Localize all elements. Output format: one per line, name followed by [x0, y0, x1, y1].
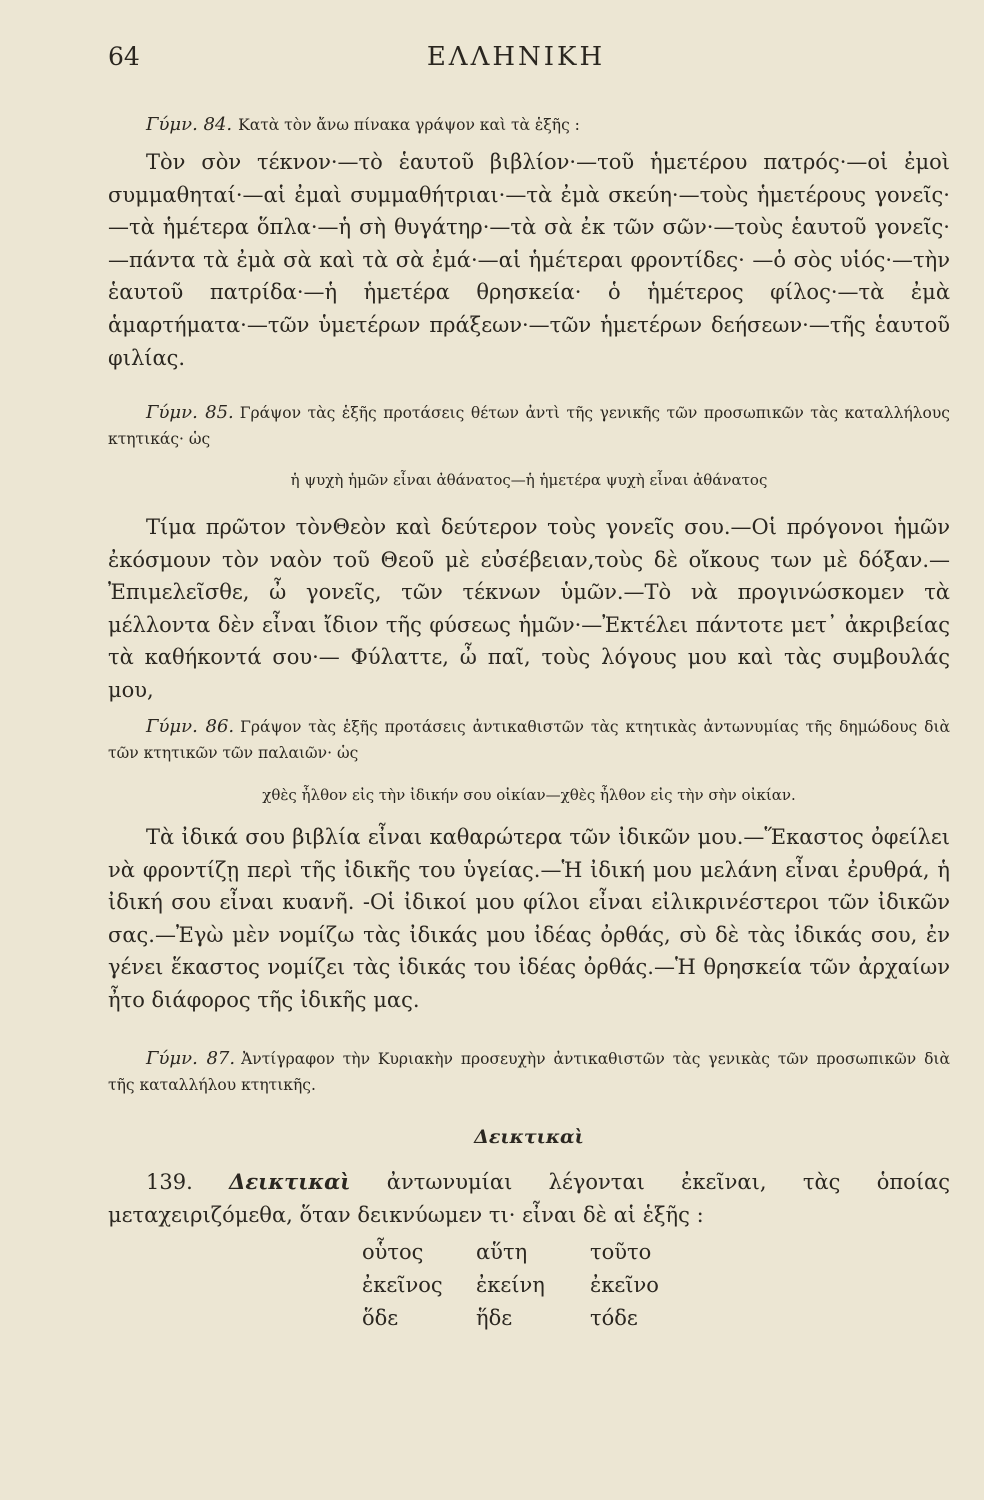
demonstrative-pronoun-table: [362, 1240, 704, 1339]
table-cell: τόδε: [590, 1306, 638, 1330]
running-title: ΕΛΛΗΝΙΚΗ: [426, 42, 606, 72]
table-cell: ἥδε: [476, 1306, 513, 1330]
table-cell: ἐκεῖνο: [590, 1273, 659, 1297]
page-header: [108, 42, 924, 82]
paragraph-term: Δεικτικαὶ: [229, 1169, 351, 1194]
table-row: [362, 1240, 704, 1273]
paragraph-text: ἀντωνυμίαι λέγονται ἐκεῖναι, τὰς ὁποίας μεταχειριζόμεθα, ὅταν δεικνύωμεν τι· εἶναι δὲ αἱ ἑξῆς :: [108, 1170, 950, 1227]
table-cell: ἐκείνη: [476, 1273, 545, 1297]
table-row: [362, 1273, 704, 1306]
page-number: 64: [108, 42, 140, 71]
table-cell: τοῦτο: [590, 1240, 652, 1264]
table-row: [362, 1306, 704, 1339]
paragraph-139: [108, 1166, 950, 1231]
exercise-84-instruction: Γύμν. 84. Κατὰ τὸν ἄνω πίνακα γράψον καὶ τὰ ἑξῆς :: [146, 114, 580, 135]
exercise-85-text: Τίμα πρῶτον τὸνΘεὸν καὶ δεύτερον τοὺς γονεῖς σου.—Οἱ πρόγονοι ἡμῶν ἐκόσμουν τὸν ναὸν τοῦ Θεοῦ μὲ εὐσέβειαν,τοὺς δὲ οἴκους των μὲ δόξαν.— Ἐπιμελεῖσθε, ὦ γονεῖς, τῶν τέκνων ὑμῶν.—Τὸ νὰ προγινώσκομεν τὰ μέλλοντα δὲν εἶναι ἴδιον τῆς φύσεως ἡμῶν·—Ἐκτέλει πάντοτε μετ᾽ ἀκριβείας τὰ καθήκοντά σου·— Φύλαττε, ὦ παῖ, τοὺς λόγους μου καὶ τὰς συμβουλάς μου,: [108, 515, 950, 702]
exercise-85-instruction: Γύμν. 85. Γράψον τὰς ἑξῆς προτάσεις θέτων ἀντὶ τῆς γενικῆς τῶν προσωπικῶν τὰς καταλλήλους κτητικάς· ὡς: [108, 402, 950, 448]
exercise-86-example: χθὲς ἦλθον εἰς τὴν ἰδικήν σου οἰκίαν—χθὲς ἦλθον εἰς τὴν σὴν οἰκίαν.: [262, 786, 796, 804]
exercise-86-instruction: Γύμν. 86. Γράψον τὰς ἑξῆς προτάσεις ἀντικαθιστῶν τὰς κτητικὰς ἀντωνυμίας τῆς δημώδους διὰ τῶν κτητικῶν τῶν παλαιῶν· ὡς: [108, 716, 950, 762]
table-cell: ὅδε: [362, 1306, 399, 1330]
exercise-85-label: Γύμν. 85.: [146, 402, 234, 423]
exercise-84-text: Τὸν σὸν τέκνον·—τὸ ἑαυτοῦ βιβλίον·—τοῦ ἡμετέρου πατρός·—οἱ ἐμοὶ συμμαθηταί·—αἱ ἐμαὶ συμμαθήτριαι·—τὰ ἐμὰ σκεύη·—τοὺς ἡμετέρους γονεῖς·—τὰ ἡμέτερα ὅπλα·—ἡ σὴ θυγάτηρ·—τὰ σὰ ἐκ τῶν σῶν·—τοὺς ἑαυτοῦ γονεῖς·—πάντα τὰ ἐμὰ σὰ καὶ τὰ σὰ ἐμά·—αἱ ἡμέτεραι φροντίδες· —ὁ σὸς υἱός·—τὴν ἑαυτοῦ πατρίδα·—ἡ ἡμετέρα θρησκεία· ὁ ἡμέτερος φίλος·—τὰ ἐμὰ ἁμαρτήματα·—τῶν ὑμετέρων πράξεων·—τῶν ἡμετέρων δεήσεων·—τῆς ἑαυτοῦ φιλίας.: [108, 150, 950, 370]
exercise-84-label: Γύμν. 84.: [146, 114, 233, 135]
exercise-86-text: Τὰ ἰδικά σου βιβλία εἶναι καθαρώτερα τῶν ἰδικῶν μου.—Ἕκαστος ὀφείλει νὰ φροντίζῃ περὶ τῆς ἰδικῆς του ὑγείας.—Ἡ ἰδική μου μελάνη εἶναι ἐρυθρά, ἡ ἰδική σου εἶναι κυανῆ. -Οἱ ἰδικοί μου φίλοι εἶναι εἰλικρινέστεροι τῶν ἰδικῶν σας.—Ἐγὼ μὲν νομίζω τὰς ἰδικάς μου ἰδέας ὀρθάς, σὺ δὲ τὰς ἰδικάς σου, ἐν γένει ἕκαστος νομίζει τὰς ἰδικάς του ἰδέας ὀρθάς.—Ἡ θρησκεία τῶν ἀρχαίων ἦτο διάφορος τῆς ἰδικῆς μας.: [108, 825, 950, 1012]
table-cell: αὕτη: [476, 1240, 528, 1264]
paragraph-number: 139.: [146, 1170, 193, 1194]
exercise-85-example: ἡ ψυχὴ ἡμῶν εἶναι ἀθάνατος—ἡ ἡμετέρα ψυχὴ εἶναι ἀθάνατος: [290, 471, 768, 489]
exercise-87-instruction: Γύμν. 87. Ἀντίγραφον τὴν Κυριακὴν προσευχὴν ἀντικαθιστῶν τὰς γενικὰς τῶν προσωπικῶν διὰ τῆς καταλλήλου κτητικῆς.: [108, 1048, 950, 1094]
table-cell: οὗτος: [362, 1240, 424, 1264]
table-cell: ἐκεῖνος: [362, 1273, 443, 1297]
section-heading: Δεικτικαὶ: [474, 1126, 584, 1148]
exercise-87-label: Γύμν. 87.: [146, 1048, 236, 1069]
exercise-86-label: Γύμν. 86.: [146, 716, 235, 737]
